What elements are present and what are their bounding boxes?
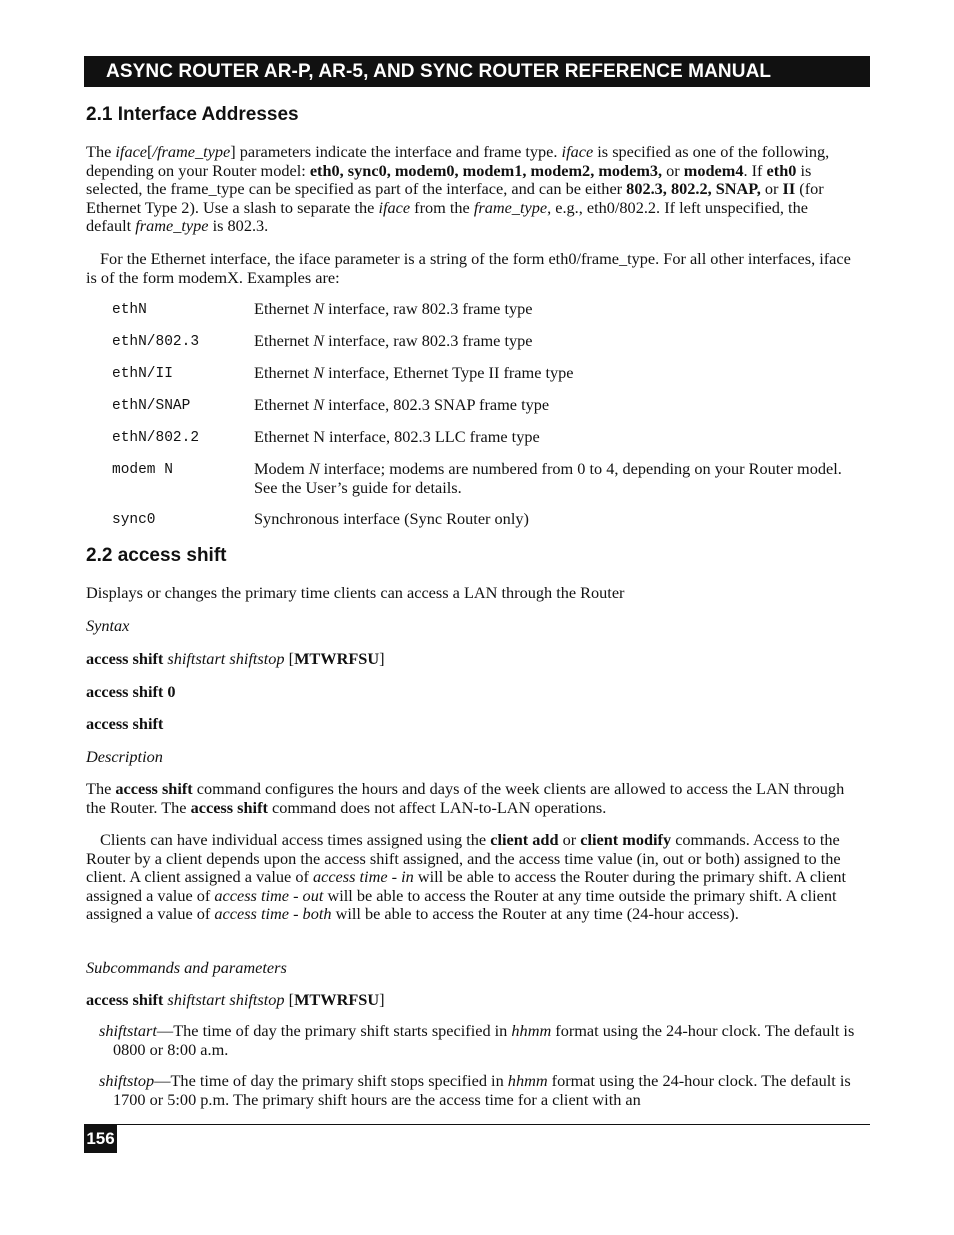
subcommands-label: Subcommands and parameters <box>86 958 287 977</box>
syntax-line-4: access shift shiftstart shiftstop [MTWRFSU] <box>86 990 385 1009</box>
page-number: 156 <box>84 1125 117 1153</box>
footer-rule <box>84 1124 870 1125</box>
example-desc: Ethernet N interface, 802.3 SNAP frame type <box>254 395 550 414</box>
paragraph-iface: The iface[/frame_type] parameters indicate the interface and frame type. iface is specified as one of the following, depending on your Router model: eth0, sync0, modem0, modem1, modem2, modem3, or modem4. If eth0 is selected, the frame_type can be specified as part of the interface, and can be either 802.3, 802.2, SNAP, or II (for Ethernet Type 2). Use a slash to separate the iface from the frame_type, e.g., eth0/802.2. If left unspecified, the default frame_type is 802.3. <box>86 142 830 236</box>
section-heading-2-1: 2.1 Interface Addresses <box>86 104 299 125</box>
syntax-line-1: access shift shiftstart shiftstop [MTWRFSU] <box>86 649 385 668</box>
example-code: ethN/802.2 <box>112 430 200 446</box>
example-desc: Ethernet N interface, raw 802.3 frame type <box>254 331 533 350</box>
example-desc: Synchronous interface (Sync Router only) <box>254 509 529 528</box>
running-header: ASYNC ROUTER AR-P, AR-5, AND SYNC ROUTER REFERENCE MANUAL <box>84 56 870 87</box>
syntax-label: Syntax <box>86 616 130 635</box>
example-code: ethN/802.3 <box>112 334 200 350</box>
syntax-line-3: access shift <box>86 714 164 733</box>
param-shiftstart: shiftstart—The time of day the primary shift starts specified in hhmm format using the 24-hour clock. The default is 0800 or 8:00 a.m. <box>99 1021 855 1059</box>
param-shiftstop: shiftstop—The time of day the primary shift stops specified in hhmm format using the 24-hour clock. The default is 1700 or 5:00 p.m. The primary shift hours are the access time for a client with an <box>99 1071 851 1109</box>
example-desc: Modem N interface; modems are numbered from 0 to 4, depending on your Router model. See the User’s guide for details. <box>254 459 842 497</box>
example-desc: Ethernet N interface, Ethernet Type II frame type <box>254 363 574 382</box>
example-code: ethN/SNAP <box>112 398 191 414</box>
paragraph-ethernet: For the Ethernet interface, the iface parameter is a string of the form eth0/frame_type. For all other interfaces, iface is of the form modemX. Examples are: <box>86 249 851 287</box>
example-desc: Ethernet N interface, raw 802.3 frame type <box>254 299 533 318</box>
description-paragraph-1: The access shift command configures the hours and days of the week clients are allowed to access the LAN through the Router. The access shift command does not affect LAN-to-LAN operations. <box>86 779 845 817</box>
example-code: sync0 <box>112 512 156 528</box>
example-desc: Ethernet N interface, 802.3 LLC frame type <box>254 427 540 446</box>
description-label: Description <box>86 747 163 766</box>
section-intro: Displays or changes the primary time clients can access a LAN through the Router <box>86 583 625 602</box>
example-code: ethN <box>112 302 147 318</box>
description-paragraph-2: Clients can have individual access times assigned using the client add or client modify commands. Access to the Router by a client depends upon the access shift assigned, and the access time value (in, out or both) assigned to the client. A client assigned a value of access time - in will be able to access the Router during the primary shift. A client assigned a value of access time - out will be able to access the Router at any time outside the primary shift. A client assigned a value of access time - both will be able to access the Router at any time (24-hour access). <box>86 830 847 924</box>
syntax-line-2: access shift 0 <box>86 682 176 701</box>
example-code: modem N <box>112 462 173 478</box>
section-heading-2-2: 2.2 access shift <box>86 545 227 566</box>
example-code: ethN/II <box>112 366 173 382</box>
